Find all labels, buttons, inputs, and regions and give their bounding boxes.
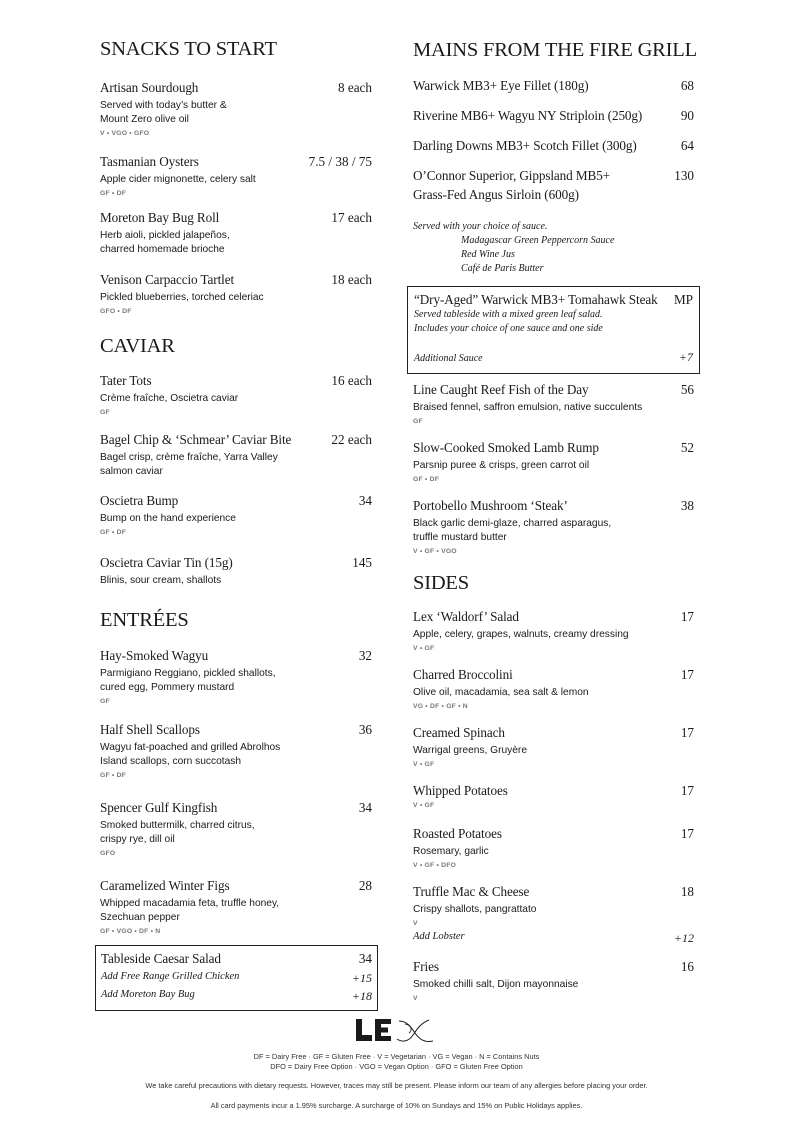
item-name: Fries — [413, 959, 439, 974]
item-name: “Dry-Aged” Warwick MB3+ Tomahawk Steak — [414, 292, 658, 307]
desc-line: Warrigal greens, Gruyère — [413, 745, 527, 756]
desc-line: Island scallops, corn succotash — [100, 756, 241, 767]
menu-item[interactable] — [413, 498, 694, 555]
item-name: Truffle Mac & Cheese — [413, 884, 530, 899]
diet-tags: V • GF — [413, 802, 435, 809]
item-desc — [100, 574, 372, 588]
item-price: 16 — [680, 959, 694, 974]
item-name: Slow-Cooked Smoked Lamb Rump — [413, 440, 599, 455]
item-price: 130 — [674, 168, 694, 183]
item-desc — [100, 741, 372, 769]
item-desc — [413, 628, 694, 642]
addon-name: Add Moreton Bay Bug — [101, 989, 195, 1000]
addon-price: +12 — [673, 931, 694, 945]
addon-row[interactable] — [413, 931, 694, 949]
item-price: 36 — [358, 722, 372, 737]
section-title-entrees: ENTRÉES — [100, 609, 189, 631]
menu-item[interactable] — [413, 884, 694, 949]
addon-price: +7 — [678, 350, 693, 364]
diet-tags: GFO — [100, 850, 116, 857]
menu-item[interactable] — [100, 272, 372, 315]
diet-tags: GF • VGO • DF • N — [100, 928, 161, 935]
item-price: 18 — [680, 884, 694, 899]
diet-tags: GF • DF — [413, 476, 440, 483]
desc-line: Rosemary, garlic — [413, 846, 489, 857]
item-price: 17 — [680, 783, 694, 798]
item-name: Portobello Mushroom ‘Steak’ — [413, 498, 568, 513]
item-name: Line Caught Reef Fish of the Day — [413, 382, 589, 397]
item-name: O’Connor Superior, Gippsland MB5+ — [413, 168, 611, 183]
item-price: 34 — [358, 493, 372, 508]
desc-line: Whipped macadamia feta, truffle honey, — [100, 898, 280, 909]
menu-item[interactable] — [413, 826, 694, 869]
item-price: 145 — [352, 555, 372, 570]
diet-tags: GF — [100, 698, 110, 705]
desc-line: salmon caviar — [100, 466, 163, 477]
menu-item[interactable] — [413, 440, 694, 483]
diet-tags: V — [413, 995, 418, 1002]
menu-item[interactable] — [100, 800, 372, 857]
addon-price: +18 — [351, 989, 372, 1003]
desc-line: Served with today’s butter & — [100, 100, 227, 111]
section-title-mains: MAINS FROM THE FIRE GRILL — [413, 39, 697, 61]
addon-name: Add Free Range Grilled Chicken — [101, 971, 240, 982]
item-name-line2: Grass-Fed Angus Sirloin (600g) — [413, 187, 579, 202]
item-desc — [100, 897, 372, 925]
menu-item[interactable] — [100, 878, 372, 935]
desc-line: Parsnip puree & crisps, green carrot oil — [413, 460, 590, 471]
item-desc — [100, 229, 372, 257]
item-name: Charred Broccolini — [413, 667, 513, 682]
item-name: Tasmanian Oysters — [100, 154, 199, 169]
item-desc — [413, 686, 694, 700]
desc-line: Mount Zero olive oil — [100, 114, 189, 125]
item-price: 17 each — [331, 210, 372, 225]
lex-logo — [355, 1017, 439, 1045]
item-desc — [413, 401, 694, 415]
item-desc — [413, 845, 694, 859]
caesar-salad-box[interactable] — [95, 945, 378, 1011]
diet-tags: GF • DF — [100, 190, 127, 197]
surcharge-notice: All card payments incur a 1.95% surcharge. A surcharge of 10% on Sundays and 15% on Public Holidays applies. — [210, 1101, 583, 1110]
item-desc — [413, 978, 694, 992]
menu-item[interactable] — [100, 373, 372, 416]
item-name: Lex ‘Waldorf’ Salad — [413, 609, 519, 624]
addon-row[interactable] — [101, 971, 372, 989]
item-desc — [413, 744, 694, 758]
section-title-sides: SIDES — [413, 572, 469, 594]
desc-line: Apple, celery, grapes, walnuts, creamy dressing — [413, 629, 629, 640]
desc-line: Pickled blueberries, torched celeriac — [100, 292, 264, 303]
item-desc — [100, 819, 372, 847]
item-name: Artisan Sourdough — [100, 80, 199, 95]
menu-item[interactable] — [100, 555, 372, 588]
item-price: 17 — [680, 609, 694, 624]
item-name: Oscietra Caviar Tin (15g) — [100, 555, 233, 570]
item-desc — [413, 517, 694, 545]
addon-row[interactable] — [101, 989, 372, 1007]
diet-tags: GF — [100, 409, 110, 416]
desc-line: Crème fraîche, Oscietra caviar — [100, 393, 239, 404]
diet-legend: DF = Dairy Free · GF = Gluten Free · V = Vegetarian · VG = Vegan · N = Contains Nuts — [253, 1052, 540, 1061]
item-price: 38 — [680, 498, 694, 513]
item-price: 17 — [680, 826, 694, 841]
desc-line: cured egg, Pommery mustard — [100, 682, 235, 693]
item-price: MP — [673, 292, 693, 307]
diet-tags: V • VGO • GFO — [100, 130, 150, 137]
desc-line: Blinis, sour cream, shallots — [100, 575, 222, 586]
item-price: 28 — [358, 878, 372, 893]
menu-item[interactable] — [100, 80, 372, 137]
allergy-notice: We take careful precautions with dietary requests. However, traces may still be present. Please inform our team of any allergies before placing your order. — [145, 1081, 648, 1090]
item-price: 32 — [358, 648, 372, 663]
diet-tags: GF • DF — [100, 772, 127, 779]
diet-tags: V • GF • VGO — [413, 548, 457, 555]
item-price: 68 — [680, 78, 694, 93]
tomahawk-note: Served tableside with a mixed green leaf salad. — [414, 309, 603, 320]
sauce-intro: Served with your choice of sauce. — [413, 221, 548, 232]
sauce-option: Café de Paris Butter — [461, 263, 544, 274]
desc-line: Smoked buttermilk, charred citrus, — [100, 820, 255, 831]
item-desc — [100, 291, 372, 305]
desc-line: Apple cider mignonette, celery salt — [100, 174, 256, 185]
item-name: Darling Downs MB3+ Scotch Fillet (300g) — [413, 138, 637, 153]
item-price: 52 — [680, 440, 694, 455]
item-name: Moreton Bay Bug Roll — [100, 210, 220, 225]
tomahawk-note: Includes your choice of one sauce and one side — [414, 323, 603, 334]
item-price: 56 — [680, 382, 694, 397]
item-name: Caramelized Winter Figs — [100, 878, 230, 893]
item-name: Bagel Chip & ‘Schmear’ Caviar Bite — [100, 432, 292, 447]
diet-tags: GFO • DF — [100, 308, 132, 315]
desc-line: Black garlic demi-glaze, charred asparagus, — [413, 518, 612, 529]
diet-tags: V • GF — [413, 645, 435, 652]
desc-line: Olive oil, macadamia, sea salt & lemon — [413, 687, 589, 698]
item-price: 17 — [680, 667, 694, 682]
diet-tags: GF — [413, 418, 423, 425]
menu-item[interactable] — [413, 783, 694, 809]
menu-item[interactable] — [100, 722, 372, 779]
desc-line: charred homemade brioche — [100, 244, 225, 255]
desc-line: Crispy shallots, pangrattato — [413, 904, 537, 915]
desc-line: Bagel crisp, crème fraîche, Yarra Valley — [100, 452, 278, 463]
item-desc — [100, 451, 372, 479]
desc-line: Szechuan pepper — [100, 912, 180, 923]
item-name: Spencer Gulf Kingfish — [100, 800, 218, 815]
section-title-snacks: SNACKS TO START — [100, 38, 277, 60]
item-desc — [100, 392, 372, 406]
item-price: 90 — [680, 108, 694, 123]
diet-tags: V • GF • DFO — [413, 862, 457, 869]
menu-item[interactable] — [413, 725, 694, 768]
menu-item[interactable] — [100, 210, 372, 257]
menu-item[interactable] — [100, 648, 372, 705]
sauce-option: Madagascar Green Peppercorn Sauce — [461, 235, 615, 246]
item-name: Whipped Potatoes — [413, 783, 508, 798]
item-price: 7.5 / 38 / 75 — [308, 154, 372, 169]
addon-name: Add Lobster — [413, 931, 465, 942]
item-name: Tableside Caesar Salad — [101, 951, 221, 966]
item-desc — [100, 667, 372, 695]
item-name: Riverine MB6+ Wagyu NY Striploin (250g) — [413, 108, 643, 123]
menu-item[interactable] — [100, 493, 372, 536]
item-desc — [100, 99, 372, 127]
desc-line: truffle mustard butter — [413, 532, 507, 543]
item-name: Oscietra Bump — [100, 493, 179, 508]
addon-price: +15 — [351, 971, 372, 985]
item-price: 34 — [358, 800, 372, 815]
desc-line: crispy rye, dill oil — [100, 834, 175, 845]
desc-line: Parmigiano Reggiano, pickled shallots, — [100, 668, 276, 679]
diet-tags: V — [413, 920, 418, 927]
item-desc — [100, 512, 372, 526]
desc-line: Herb aioli, pickled jalapeños, — [100, 230, 230, 241]
desc-line: Bump on the hand experience — [100, 513, 236, 524]
item-name: Half Shell Scallops — [100, 722, 200, 737]
item-desc — [413, 903, 694, 917]
item-desc — [100, 173, 372, 187]
item-price: 64 — [680, 138, 694, 153]
item-name: Warwick MB3+ Eye Fillet (180g) — [413, 78, 589, 93]
diet-tags: V • GF — [413, 761, 435, 768]
item-name: Hay-Smoked Wagyu — [100, 648, 209, 663]
diet-tags: GF • DF — [100, 529, 127, 536]
sauce-option: Red Wine Jus — [461, 249, 515, 260]
item-name: Tater Tots — [100, 373, 152, 388]
section-title-caviar: CAVIAR — [100, 335, 175, 357]
item-price: 8 each — [337, 80, 372, 95]
diet-legend-options: DFO = Dairy Free Option · VGO = Vegan Option · GFO = Gluten Free Option — [270, 1062, 523, 1071]
item-price: 16 each — [331, 373, 372, 388]
desc-line: Wagyu fat-poached and grilled Abrolhos — [100, 742, 281, 753]
menu-item[interactable] — [413, 382, 694, 425]
item-name: Venison Carpaccio Tartlet — [100, 272, 235, 287]
menu-item[interactable] — [413, 959, 694, 1002]
menu-item[interactable] — [100, 154, 372, 197]
diet-tags: VG • DF • GF • N — [413, 703, 468, 710]
addon-name: Additional Sauce — [414, 353, 483, 364]
item-price: 18 each — [331, 272, 372, 287]
item-name: Roasted Potatoes — [413, 826, 502, 841]
item-price: 34 — [358, 951, 372, 966]
desc-line: Braised fennel, saffron emulsion, native succulents — [413, 402, 643, 413]
item-price: 17 — [680, 725, 694, 740]
menu-item[interactable] — [413, 609, 694, 652]
item-price: 22 each — [331, 432, 372, 447]
right-column-lower — [413, 0, 694, 1122]
desc-line: Smoked chilli salt, Dijon mayonnaise — [413, 979, 579, 990]
menu-item[interactable] — [413, 667, 694, 710]
menu-item[interactable] — [100, 432, 372, 479]
item-desc — [413, 459, 694, 473]
item-name: Creamed Spinach — [413, 725, 505, 740]
